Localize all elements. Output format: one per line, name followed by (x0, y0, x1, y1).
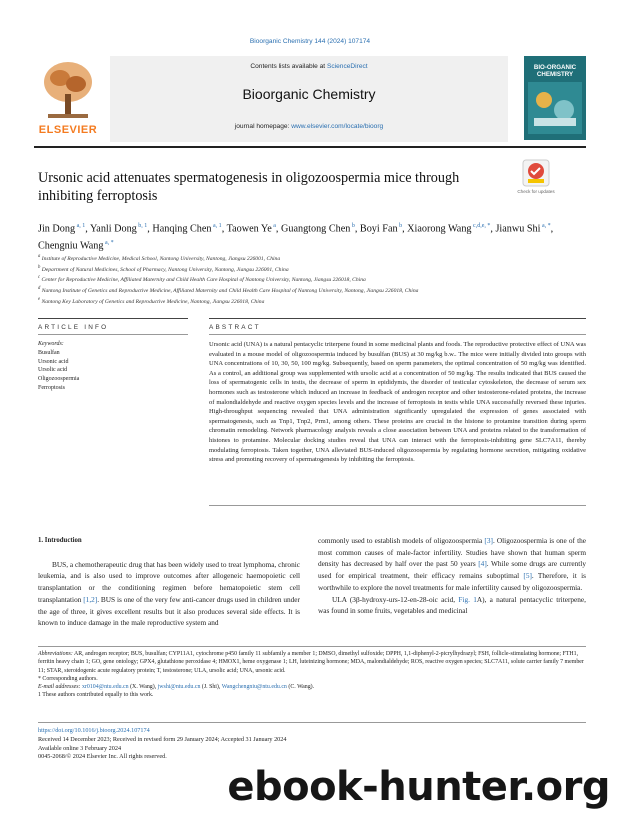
reference-link[interactable]: [5] (523, 571, 532, 581)
affiliation-text: Nantong Key Laboratory of Genetics and Reproductive Medicine, Nantong, Jiangsu 226018, China (40, 298, 265, 305)
author-name: Guangtong Chen (281, 223, 351, 235)
affiliation-key: d (38, 285, 41, 291)
author-affiliation-marker[interactable]: a, 1 (75, 223, 86, 229)
author-affiliation-marker[interactable]: a (271, 223, 276, 229)
email-note: E-mail addresses: xr0104@ntu.edu.cn (X. Wang), jwshi@ntu.edu.cn (J. Shi), Wangchengniu@ntu.edu.cn (C. Wang). (38, 684, 315, 691)
keyword-list (38, 349, 79, 393)
cover-title: BIO-ORGANIC CHEMISTRY (533, 64, 577, 78)
copyright: 0045-2068/© 2024 Elsevier Inc. All rights reserved. (38, 753, 167, 761)
corresponding-note: * Corresponding authors. (38, 675, 98, 682)
affiliation-text: Department of Natural Medicines, School of Pharmacy, Nantong University, Nantong, Jiangsu 226001, China (40, 266, 289, 273)
author-name: Yanli Dong (89, 223, 137, 235)
author-name: Hanqing Chen (152, 223, 212, 235)
keyword: Ursonic acid (38, 358, 69, 365)
divider (38, 318, 188, 319)
author-name: Jin Dong (38, 223, 76, 235)
author-name: Jianwu Shi (495, 223, 541, 235)
article-title: Ursonic acid attenuates spermatogenesis in oligozoospermia mice through inhibiting ferroptosis (38, 170, 460, 204)
affiliation-key: b (38, 264, 41, 270)
author-affiliation-marker[interactable]: b (350, 223, 355, 229)
footnotes (38, 650, 586, 700)
author-name: Xiaorong Wang (407, 223, 472, 235)
reference-link[interactable]: [4] (478, 559, 487, 569)
journal-name: Bioorganic Chemistry (242, 86, 376, 102)
reference-link[interactable]: [3] (484, 536, 493, 545)
keyword: Oligozoospermia (38, 376, 80, 383)
affiliation-key: a (38, 254, 41, 259)
author-affiliation-marker[interactable]: a, * (540, 223, 551, 229)
keywords-label: Keywords: (38, 341, 64, 347)
divider (209, 318, 586, 319)
email-link[interactable]: jwshi@ntu.edu.cn (157, 684, 201, 691)
body-column-right (318, 535, 586, 617)
abbreviations-note: Abbreviations: AR, androgen receptor; BUS, busulfan; CYP11A1, cytochrome p450 family 11 subfamily a member 1; DMSO, dimethyl sulfoxide; DPPH, 1,1-diphenyl-2-picrylhydrazyl; FSH, follicle-stimulating hormone; FTH1, ferritin heavy chain 1; GO, gene ontology; GPX4, glutathione peroxidase 4; HMOX1, heme oxygenase 1; LH, luteinizing hormone; MDA, malondialdehyde; ROS, reactive oxygen species; SLC7A11, solute carrier family 7 member 11; STAR, steroidogenic acute regulatory protein; T, testosterone; ULA, ursolic acid; UNA, ursonic acid. (38, 651, 584, 674)
crossmark-icon[interactable] (522, 159, 550, 187)
contents-line: Contents lists available at ScienceDirect (250, 63, 368, 70)
body-paragraph: BUS, a chemotherapeutic drug that has been widely used to treat lymphoma, chronic leukemia, and is also used to improve outcomes after allogeneic haemopoietic cell transplantation or the conditioning regimen before hematopoietic stem cell transplantation [1,2]. BUS is one of the very few anti-cancer drugs used in children under the age of three, it gives excellent results but it also produces several side effects. It is known to induce damage in the male reproductive system and (38, 559, 300, 628)
affiliation (38, 253, 588, 264)
divider (38, 722, 586, 723)
keyword: Busulfan (38, 350, 60, 356)
journal-homepage-line: journal homepage: www.elsevier.com/locate/bioorg (234, 123, 384, 130)
author-affiliation-marker[interactable]: b (397, 223, 403, 229)
sciencedirect-link[interactable]: ScienceDirect (326, 63, 368, 70)
divider (38, 334, 188, 335)
author-name: Boyi Fan (359, 223, 398, 235)
elsevier-wordmark: ELSEVIER (38, 124, 98, 136)
reference-link[interactable]: [1,2] (83, 594, 98, 604)
author-affiliation-marker[interactable]: b, 1 (136, 223, 148, 229)
body-paragraph: ULA (3β-hydroxy-urs-12-en-28-oic acid, Fig. 1A), a natural pentacyclic triterpene, was found in some fruits, vegetables and medicinal (318, 594, 586, 616)
keyword: Ferroptosis (38, 384, 65, 391)
email-link[interactable]: Wangchengniu@ntu.edu.cn (221, 684, 287, 691)
author-affiliation-marker[interactable]: a, * (103, 240, 114, 247)
abstract-heading: ABSTRACT (209, 324, 261, 331)
doi-link[interactable]: https://doi.org/10.1016/j.bioorg.2024.107174 (38, 727, 150, 734)
author-affiliation-marker[interactable]: c,d,e, * (471, 223, 491, 229)
divider (209, 505, 586, 506)
affiliation-key: e (38, 296, 41, 302)
check-for-updates-label[interactable]: Check for updates (517, 189, 555, 194)
author-name: Taowen Ye (226, 223, 272, 235)
keyword: Ursolic acid (38, 367, 68, 374)
affiliation (38, 285, 588, 296)
affiliation-text: Institute of Reproductive Medicine, Medical School, Nantong University, Nantong, Jiangsu 226001, China (40, 255, 281, 262)
affiliation-list (38, 253, 588, 306)
header-divider (34, 146, 586, 148)
article-info-heading: ARTICLE INFO (38, 324, 109, 331)
available-online: Available online 3 February 2024 (38, 744, 122, 752)
divider (209, 334, 586, 335)
author-list: Jin Dong $^{a, 1}$, Yanli Dong $^{b, 1}$, Hanqing Chen $^{a, 1}$, Taowen Ye $^a$, Guangtong Chen $^b$, Boyi Fan $^b$, Xiaorong Wang $^{c,d,e, *}$, Jianwu Shi $^{a, *}$, Chengniu Wang $^{a, *}$ (38, 223, 554, 252)
affiliation-text: Center for Reproductive Medicine, Affiliated Maternity and Child Health Care Hospital of Nantong University, Nantong, Jiangsu 226018, China (40, 277, 366, 284)
affiliation-key: c (38, 275, 41, 281)
body-paragraph: commonly used to establish models of oligozoospermia [3]. Oligozoospermia is one of the most common causes of male-factor infertility. Studies have shown that human sperm density has decreased by half over the past 50 years [4]. While some drugs are currently used for empirical treatment, their efficacy remains suboptimal [5]. Therefore, it is worthwhile to explore the novel treatments for male infertility caused by oligozoospermia. (318, 536, 586, 592)
body-column-left (38, 535, 300, 629)
journal-citation[interactable]: Bioorganic Chemistry 144 (2024) 107174 (249, 38, 371, 45)
divider (38, 646, 586, 647)
publication-info (38, 727, 286, 762)
affiliation (38, 274, 588, 285)
watermark: ebook-hunter.org (227, 764, 610, 810)
journal-homepage-link[interactable]: www.elsevier.com/locate/bioorg (291, 123, 384, 130)
received-dates: Received 14 December 2023; Received in revised form 29 January 2024; Accepted 31 January 2024 (38, 735, 287, 743)
author-name: Chengniu Wang (38, 240, 104, 252)
affiliation (38, 296, 588, 307)
affiliation-text: Nantong Institute of Genetics and Reproductive Medicine, Affiliated Maternity and Child Health Care Hospital of Nantong University, Nantong, Jiangsu 226018, China (40, 287, 419, 294)
section-heading: 1. Introduction (38, 537, 82, 544)
affiliation (38, 264, 588, 275)
author-affiliation-marker[interactable]: a, 1 (211, 223, 222, 229)
abstract-text: Ursonic acid (UNA) is a natural pentacyclic triterpene found in some medicinal plants and foods. The reproductive protective effect of UNA was evaluated in a mouse model of oligozoospermia induced by busulfan (BUS) at 30 mg/kg b.w.. The mice were initially divided into groups with UNA concentrations of 10, 30, 50, 100 mg/kg. Subsequently, based on sperm parameters, the optimal concentration of 50 mg/kg was identified. As a control, an additional group was supplemented with ursolic acid at a concentration of 50 mg/kg. The results indicated that BUS caused the loss of spermatogenic cells in testis, the decrease of sperm in epididymis, the disorder of testicular cytoskeleton, the decrease of serum sex hormones such as testosterone which induced an increase in feedback of androgen receptor and other testosterone-related proteins, the increase of malondialdehyde and reactive oxygen species levels and the increase of ferroptosis in testis while UNA successfully reversed these injuries. High-throughput sequencing revealed that UNA administration significantly upregulated the expression of genes associated with spermatogenesis, such as Tnp1, Tnp2, Prm1, among others. These proteins are crucial in the histone to protamine transition during sperm chromatin remodeling. Network pharmacology analysis reveals a close association between UNA and proteins related to the transformation of histones to protamine. Molecular docking studies reveal that UNA can interact with the ferroptosis-inhibiting gene SLC7A11, thereby modulating ferroptosis. Taken together, UNA alleviated BUS-induced oligozoospermia by regulating hormone secretion, mitigating oxidative stress and promoting recovery of spermatogenesis by inhibiting the ferroptosis. (209, 341, 586, 464)
equal-contribution-note: 1 These authors contributed equally to this work. (38, 692, 154, 699)
email-link[interactable]: xr0104@ntu.edu.cn (81, 684, 129, 691)
figure-link[interactable]: Fig. 1 (458, 594, 477, 604)
